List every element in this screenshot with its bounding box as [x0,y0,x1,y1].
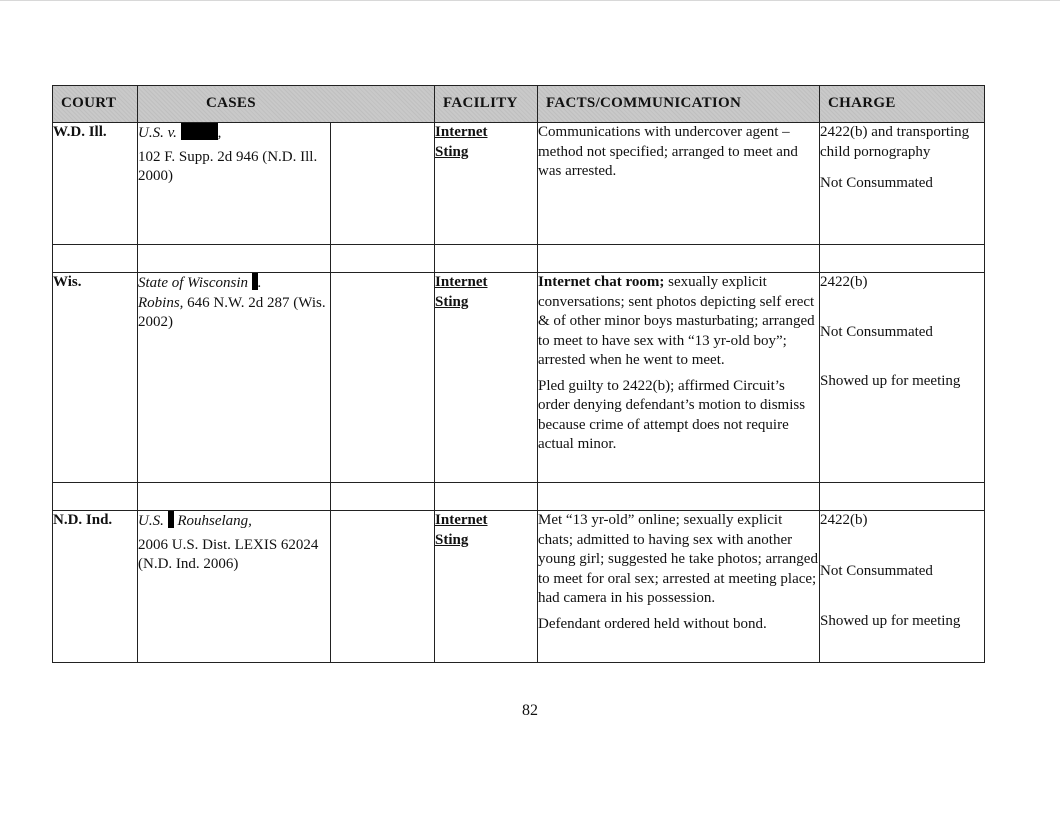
spacer-row [53,245,985,273]
charge-text: 2422(b) [820,512,868,528]
court-cell: N.D. Ind. [53,511,138,663]
court-cell: W.D. Ill. [53,123,138,245]
charge-cell [820,273,985,483]
redaction-block [181,123,218,140]
facility-sting: Sting [435,293,469,310]
facts-cell [538,273,820,483]
charge-note: Showed up for meeting [820,373,961,389]
table-row [53,273,985,483]
charge-status: Not Consummated [820,562,933,579]
empty-cell [331,273,435,483]
redaction-block [168,511,174,528]
facility-cell [435,511,538,663]
spacer-row [53,483,985,511]
charge-cell [820,511,985,663]
facility-internet: Internet [435,512,488,528]
cases-cell [138,511,331,663]
facts-text: Met “13 yr-old” online; sexually explicit chats; admitted to having sex with another young girl; suggested he take photos; arranged to meet for oral sex; arrested at meeting place; had camera in his possession. [538,512,818,606]
case-name-party: Rouhselang, [177,513,252,529]
facility-sting: Sting [435,531,469,548]
header-court: COURT [53,86,138,123]
case-name-suffix: . [257,275,262,291]
page-number: 82 [522,702,538,719]
case-table [52,85,985,663]
facility-cell [435,123,538,245]
charge-text: 2422(b) [820,274,868,290]
case-name-suffix: , [217,125,222,141]
facility-internet: Internet [435,124,488,140]
case-name: State of Wisconsin [138,275,248,291]
charge-note: Showed up for meeting [820,613,961,629]
case-name: U.S. [138,513,164,529]
facts-text: sexually explicit conversations; sent photos depicting self erect & of other minor boys masturbating; arranged to meet to have sex with “13 yr-old boy”; arrested when he went to meet. [538,274,815,368]
facts-text-2: Pled guilty to 2422(b); affirmed Circuit’s order denying defendant’s motion to dismiss because crime of attempt does not require actual minor. [538,377,806,452]
facility-sting: Sting [435,143,469,160]
facts-text-2: Defendant ordered held without bond. [538,615,767,632]
cases-cell [138,273,331,483]
case-citation: 102 F. Supp. 2d 946 (N.D. Ill. 2000) [138,148,318,184]
case-citation: 646 N.W. 2d 287 (Wis. 2002) [138,294,326,330]
charge-text: 2422(b) and transporting child pornography [820,124,970,160]
case-name: U.S. v. [138,125,177,141]
court-cell: Wis. [53,273,138,483]
header-facility: FACILITY [435,86,538,123]
empty-cell [331,511,435,663]
table-row [53,123,985,245]
header-row [53,86,985,123]
charge-status: Not Consummated [820,323,933,340]
case-name-party: Robins, [138,294,184,311]
page-top-edge [0,0,1060,1]
facts-bold-lead: Internet chat room; [538,274,665,290]
facts-cell [538,511,820,663]
header-facts: FACTS/COMMUNICATION [538,86,820,123]
charge-status: Not Consummated [820,175,933,191]
case-citation: 2006 U.S. Dist. LEXIS 62024 (N.D. Ind. 2006) [138,536,319,572]
facility-internet: Internet [435,274,488,290]
charge-cell [820,123,985,245]
empty-cell [331,123,435,245]
cases-cell [138,123,331,245]
header-cases: CASES [138,86,435,123]
table-row [53,511,985,663]
facts-text: Communications with undercover agent – method not specified; arranged to meet and was arrested. [538,124,798,179]
header-charge: CHARGE [820,86,985,123]
facility-cell [435,273,538,483]
facts-cell [538,123,820,245]
